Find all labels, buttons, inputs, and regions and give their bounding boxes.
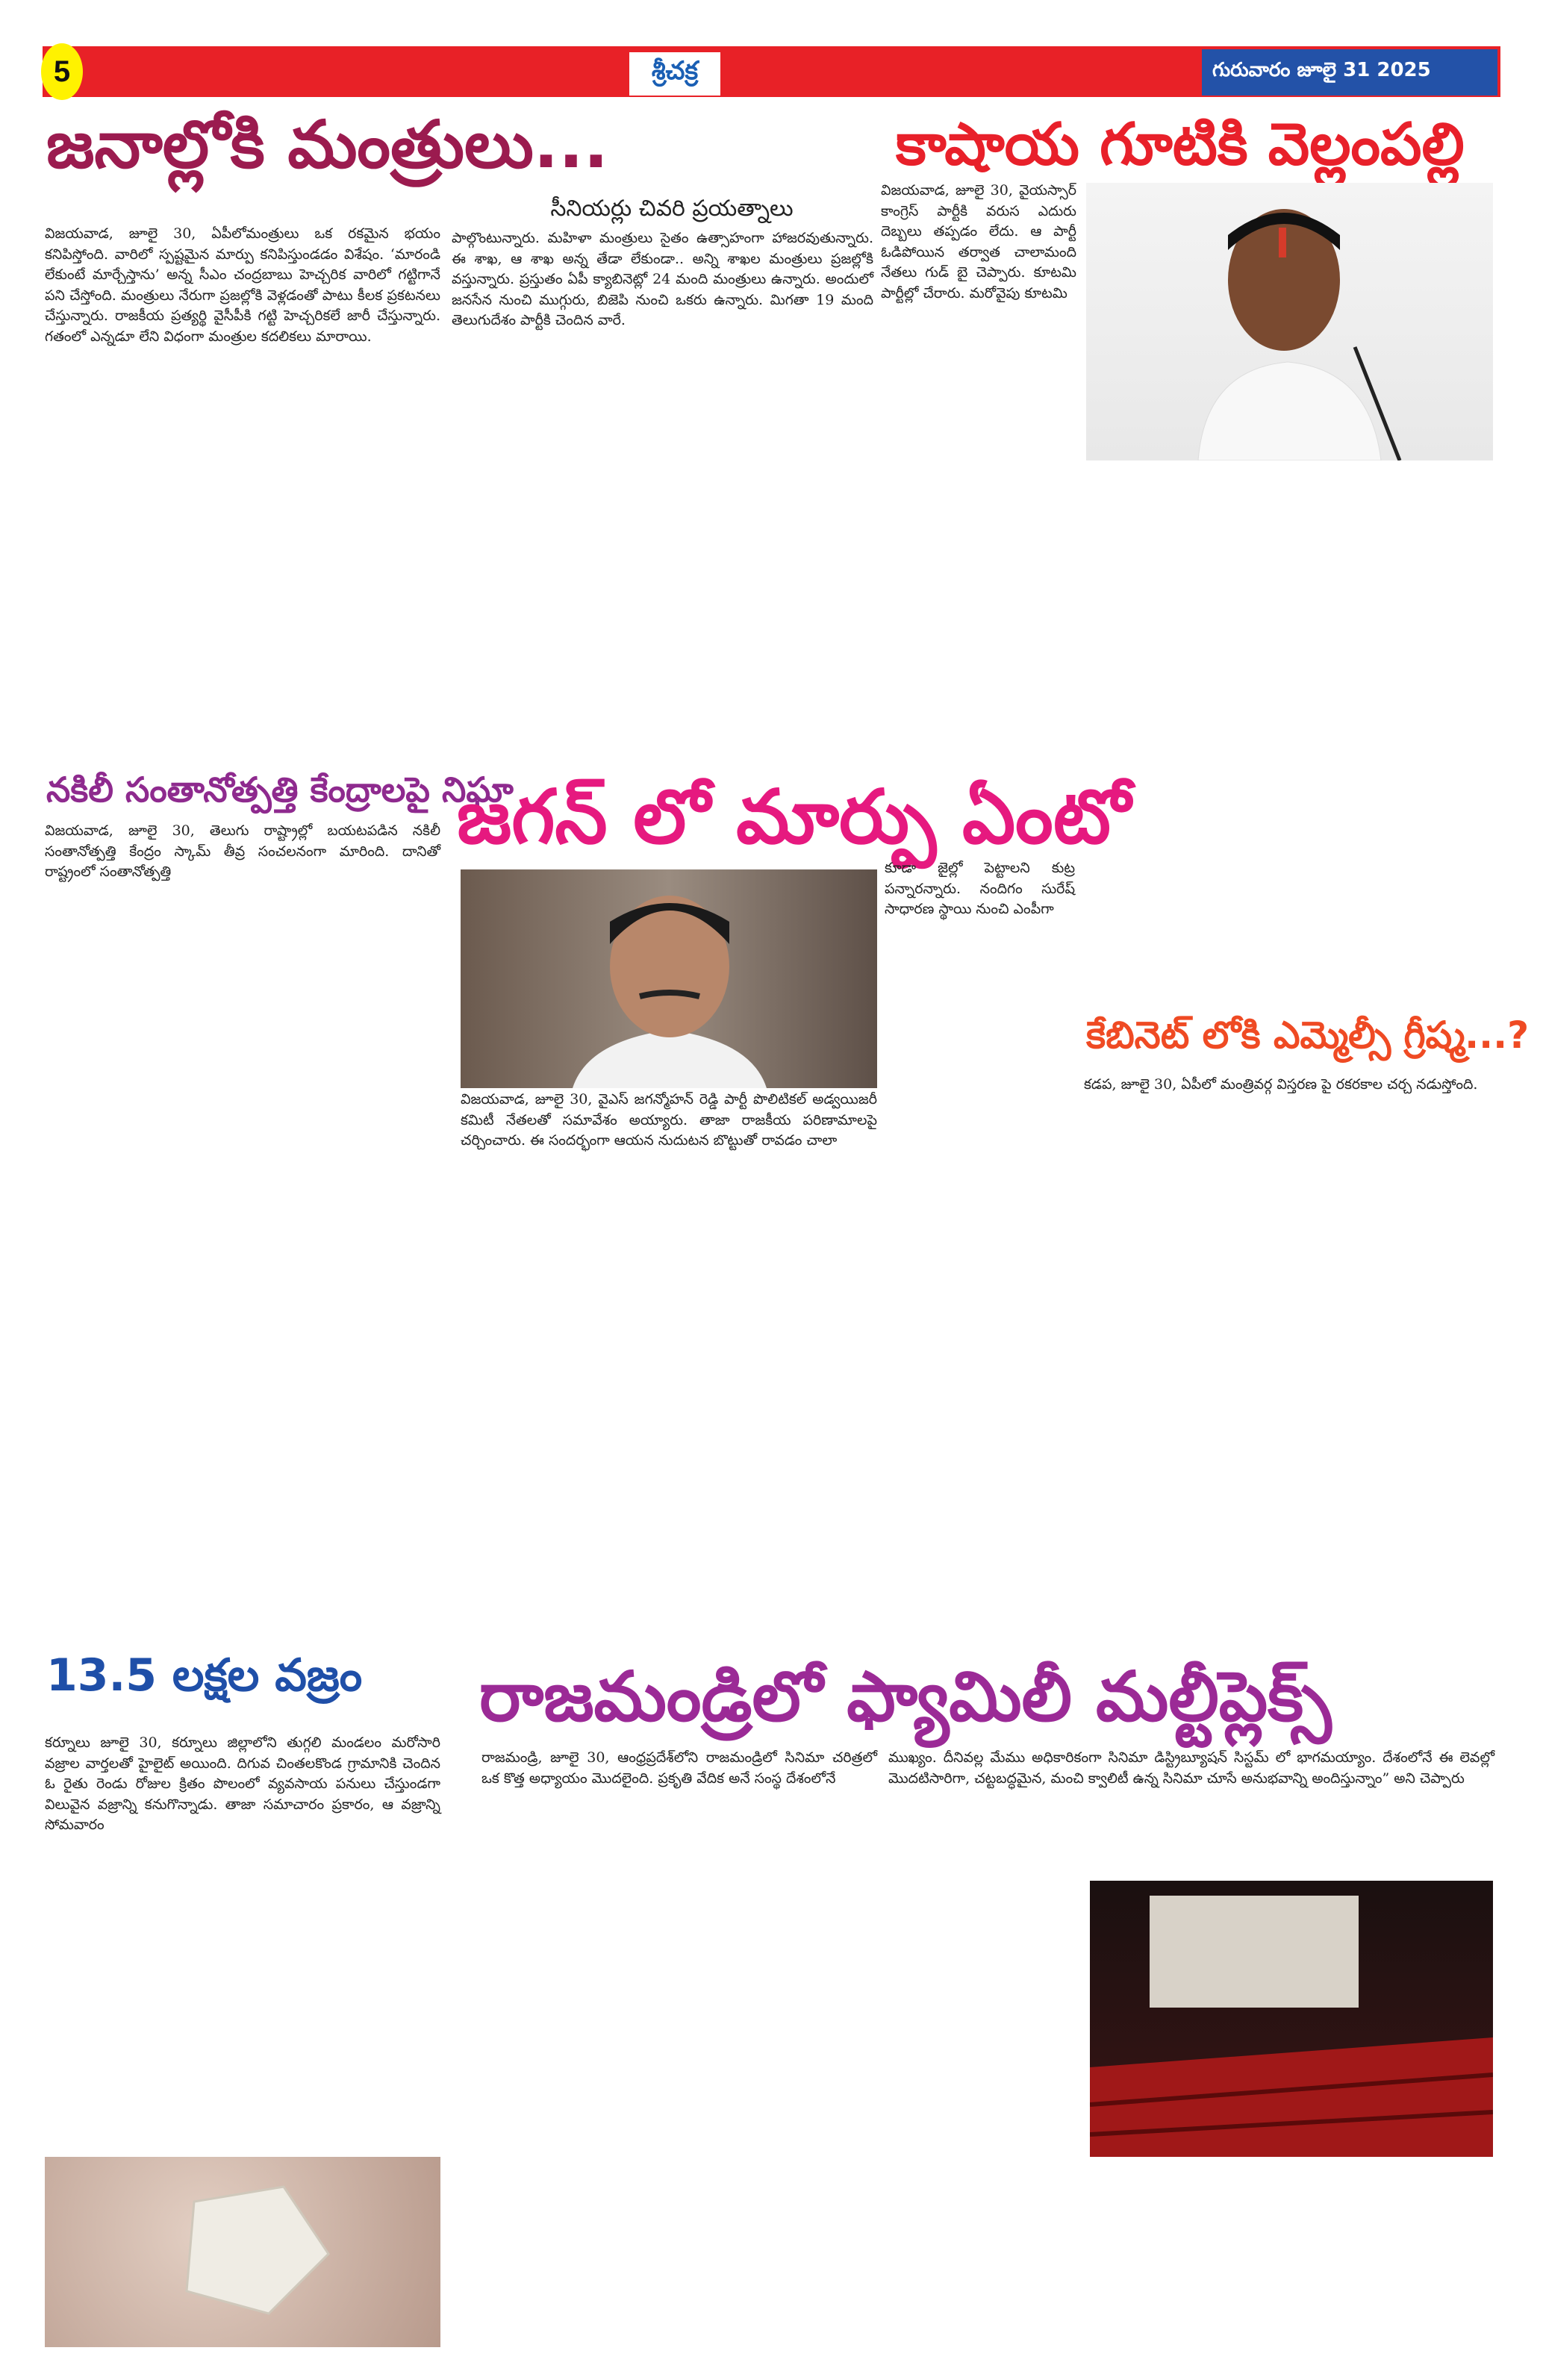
article-multiplex-quote: ముఖ్యం. దీనివల్ల మేము అధికారికంగా సినిమా డిస్ట్రిబ్యూషన్ సిస్టమ్ లో భాగమయ్యాం. దేశంలోనే ఈ లెవల్లో మొదటిసారిగా, చట్టబద్ధమైన, మంచి క్వాలిటీ ఉన్న సినిమా చూసే అనుభవాన్ని అందిస్తున్నాం” అని చెప్పారు (888, 1749, 1494, 1787)
politician-portrait (1086, 183, 1493, 460)
diamond-image (45, 2157, 440, 2347)
issue-date: గురువారం జూలై 31 2025 (1202, 49, 1497, 96)
diamond-photo (45, 2157, 440, 2347)
subhead-seniors: సీనియర్లు చివరి ప్రయత్నాలు (550, 196, 794, 222)
headline-vellampalli: కాషాయ గూటికి వెల్లంపల్లి (896, 111, 1465, 178)
page-number-badge: 5 (41, 43, 83, 100)
headline-cabinet: కేబినెట్ లోకి ఎమ్మెల్సీ గ్రీష్మ...? (1086, 1013, 1530, 1057)
article-diamond: కర్నూలు జూలై 30, కర్నూలు జిల్లాలోని తుగ్గలి మండలం మరోసారి వజ్రాల వార్తలతో హైలైట్ అయింది. దిగువ చింతలకొండ గ్రామానికి చెందిన ఓ రైతు రెండు రోజుల క్రితం పొలంలో వ్యవసాయ పనులు చేస్తుండగా విలువైన వజ్రాన్ని కనుగొన్నాడు. తాజా సమాచారం ప్రకారం, ఆ వజ్రాన్ని సోమవారం (45, 1734, 440, 1833)
cinema-seats-image (1090, 1881, 1493, 2157)
headline-multiplex: రాజమండ్రిలో ఫ్యామిలీ మల్టీప్లెక్స్ (479, 1657, 1332, 1737)
article-fertility: విజయవాడ, జూలై 30, తెలుగు రాష్ట్రాల్లో బయటపడిన నకిలీ సంతానోత్పత్తి కేంద్రం స్కామ్ తీవ్ర సంచలనంగా మారింది. దానితో రాష్ట్రంలో సంతానోత్పత్తి (45, 822, 440, 880)
article-ministers-col2: పాల్గొంటున్నారు. మహిళా మంత్రులు సైతం ఉత్సాహంగా హాజరవుతున్నారు. ఈ శాఖ, ఆ శాఖ అన్న తేడా లేకుండా.. అన్ని శాఖల మంత్రులు ప్రజల్లోకి వస్తున్నారు. ప్రస్తుతం ఏపీ క్యాబినెట్లో 24 మంది మంత్రులు ఉన్నారు. అందులో జనసేన నుంచి ముగ్గురు, బిజెపి నుంచి ఒకరు ఉన్నారు. మిగతా 19 మంది తెలుగుదేశం పార్టీకి చెందిన వారే. (452, 230, 873, 328)
politician-portrait (461, 869, 877, 1088)
article-multiplex: రాజమండ్రి, జూలై 30, ఆంధ్రప్రదేశ్‌లోని రాజమండ్రిలో సినిమా చరిత్రలో ఒక కొత్త అధ్యాయం మొదలైంది. ప్రకృతి వేదిక అనే సంస్థ దేశంలోనే (481, 1749, 877, 1787)
article-jagan-side: కూడా జైల్లో పెట్టాలని కుట్ర పన్నారన్నారు. నందిగం సురేష్ సాధారణ స్థాయి నుంచి ఎంపీగా (885, 860, 1075, 917)
vellampalli-photo (1086, 183, 1493, 460)
article-cabinet: కడప, జూలై 30, ఏపీలో మంత్రివర్గ విస్తరణ పై రకరకాల చర్చ నడుస్తోంది. (1084, 1076, 1478, 1093)
article-jagan: విజయవాడ, జూలై 30, వైఎస్ జగన్మోహన్ రెడ్డి పార్టీ పొలిటికల్ అడ్వయిజరీ కమిటీ నేతలతో సమావేశం అయ్యారు. తాజా రాజకీయ పరిణామాలపై చర్చించారు. ఈ సందర్భంగా ఆయన నుదుటన బొట్టుతో రావడం చాలా (461, 1091, 877, 1149)
headline-diamond: 13.5 లక్షల వజ్రం (46, 1649, 363, 1702)
article-vellampalli: విజయవాడ, జూలై 30, వైయస్సార్ కాంగ్రెస్ పార్టీకి వరుస ఎదురు దెబ్బలు తప్పడం లేదు. ఆ పార్టీ ఓడిపోయిన తర్వాత చాలామంది నేతలు గుడ్ బై చెప్పారు. కూటమి పార్టీల్లో చేరారు. మరోవైపు కూటమి (881, 182, 1076, 302)
theater-photo (1090, 1881, 1493, 2157)
newspaper-logo (629, 52, 720, 96)
headline-jagan: జగన్ లో మార్పు ఏంటో (457, 773, 1131, 861)
headline-fertility: నకిలీ సంతానోత్పత్తి కేంద్రాలపై నిఘా (46, 769, 514, 810)
jagan-photo (461, 869, 877, 1088)
article-ministers-col1: విజయవాడ, జూలై 30, ఏపీలోమంత్రులు ఒక రకమైన భయం కనిపిస్తోంది. వారిలో స్పష్టమైన మార్పు కనిపిస్తుండడం విశేషం. ‘మారండి లేకుంటే మార్చేస్తాను’ అన్న సీఎం చంద్రబాబు హెచ్చరిక వారిలో గట్టిగానే పని చేస్తోంది. మంత్రులు నేరుగా ప్రజల్లోకి వెళ్లడంతో పాటు కీలక ప్రకటనలు చేస్తున్నారు. రాజకీయ ప్రత్యర్థి వైసీపీకి గట్టి హెచ్చరికలే జారీ చేస్తున్నారు. గతంలో ఎన్నడూ లేని విధంగా మంత్రుల కదలికలు మారాయి. (45, 225, 440, 345)
logo-text: శ్రీచక్ర (651, 56, 699, 86)
headline-ministers: జనాల్లోకి మంత్రులు... (46, 106, 609, 183)
